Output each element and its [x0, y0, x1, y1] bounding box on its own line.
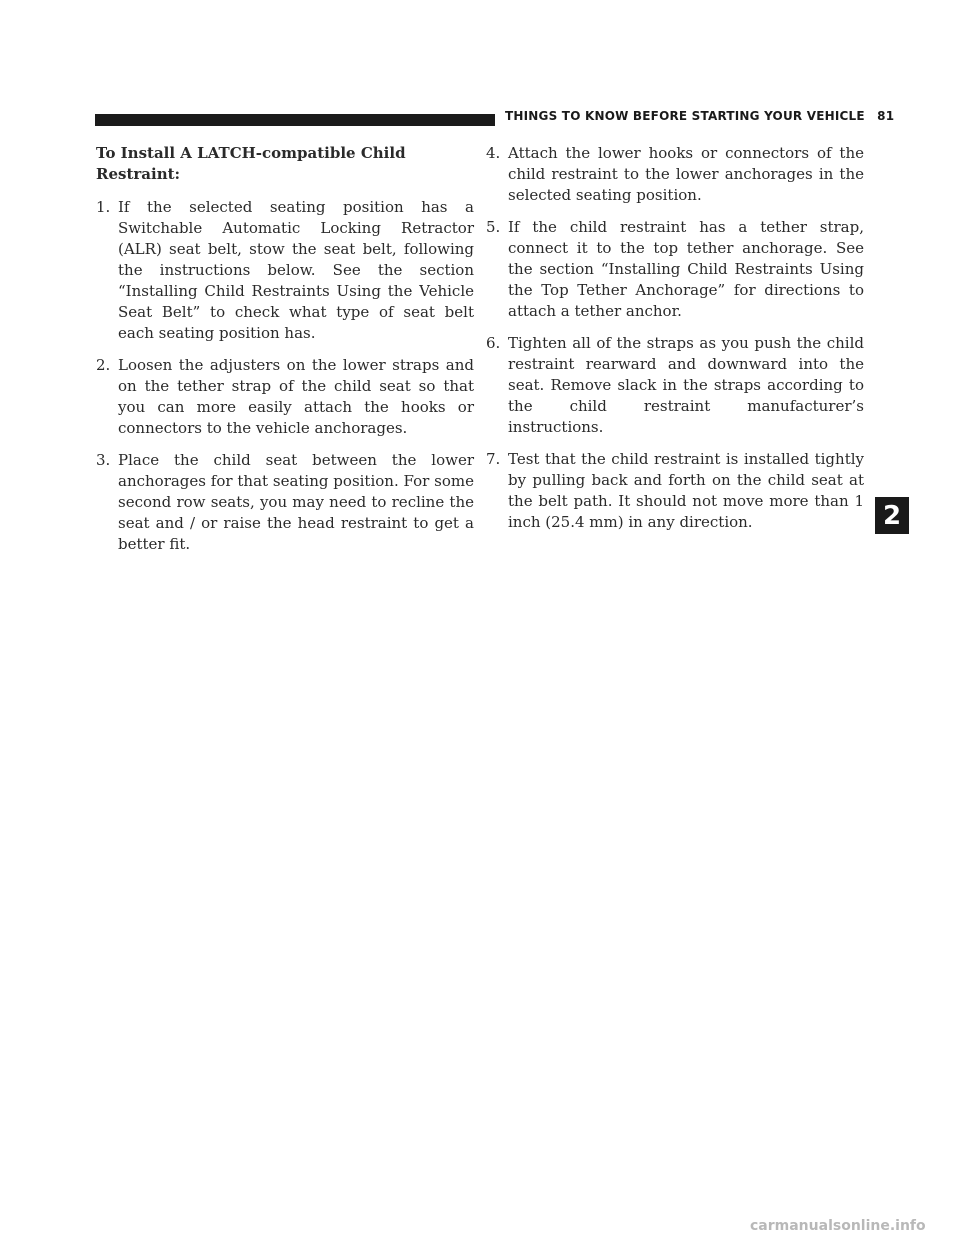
chapter-tab: 2 — [875, 497, 909, 534]
watermark: carmanualsonline.info — [750, 1218, 926, 1234]
list-item: 6. Tighten all of the straps as you push the child restraint rearward and downward into the seat. Remove slack in the straps according to the child restraint manufacturer’s instructions. — [486, 334, 864, 436]
list-item: 1. If the selected seating position has a Switchable Automatic Locking Retractor (ALR) seat belt, stow the seat belt, following the instructions below. See the section “Installing Child Restraints Using the Vehicle Seat Belt” to check what type of seat belt each seating position has. — [96, 198, 474, 342]
list-item: 4. Attach the lower hooks or connectors of the child restraint to the lower anchorages in the selected seating position. — [486, 144, 864, 204]
list-item: 3. Place the child seat between the lower anchorages for that seating position. For some second row seats, you may need to recline the seat and / or raise the head restraint to get a better fit. — [96, 451, 474, 553]
section-title: THINGS TO KNOW BEFORE STARTING YOUR VEHICLE — [505, 109, 865, 123]
list-item: 5. If the child restraint has a tether strap, connect it to the top tether anchorage. See the section “Installing Child Restraints Using the Top Tether Anchorage” for directions to attach a tether anchor. — [486, 218, 864, 320]
list-item: 7. Test that the child restraint is installed tightly by pulling back and forth on the child seat at the belt path. It should not move more than 1 inch (25.4 mm) in any direction. — [486, 450, 864, 531]
right-column — [486, 143, 864, 544]
procedure-heading: To Install A LATCH-compatible Child Restraint: — [96, 144, 406, 183]
running-header — [505, 109, 894, 123]
page-number: 81 — [877, 109, 895, 123]
steps-list-right — [486, 143, 864, 533]
steps-list-left — [96, 197, 474, 555]
list-item: 2. Loosen the adjusters on the lower straps and on the tether strap of the child seat so that you can more easily attach the hooks or connectors to the vehicle anchorages. — [96, 356, 474, 437]
header-rule — [95, 114, 495, 126]
left-column — [96, 143, 474, 566]
